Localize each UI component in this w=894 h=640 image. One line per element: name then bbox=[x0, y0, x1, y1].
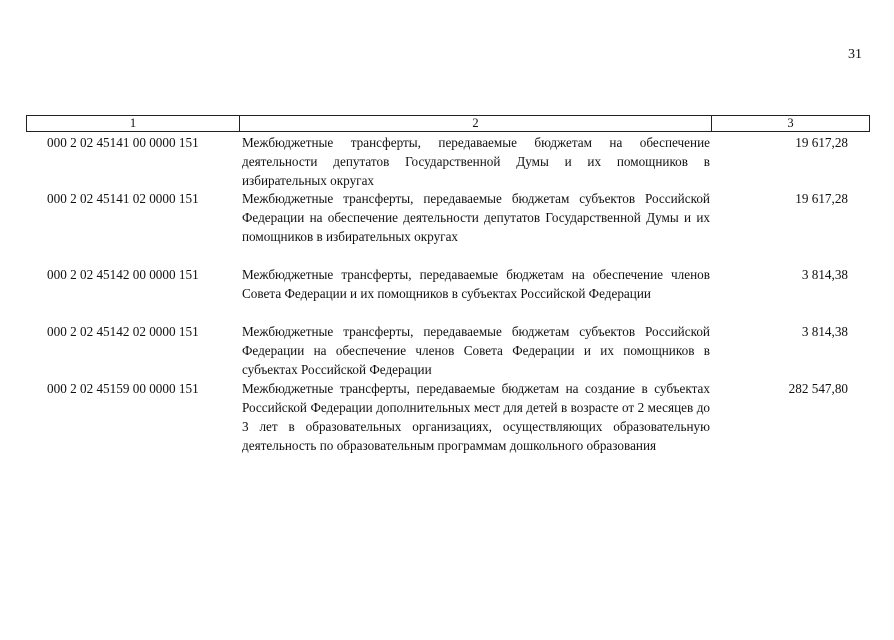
budget-classification-code: 000 2 02 45141 00 0000 151 bbox=[47, 135, 199, 150]
table-header-row bbox=[26, 115, 870, 132]
budget-classification-code: 000 2 02 45142 00 0000 151 bbox=[47, 267, 199, 282]
row-amount: 282 547,80 bbox=[788, 381, 848, 396]
row-description: Межбюджетные трансферты, передаваемые бюджетам субъектов Российской Федерации на обеспечение деятельности депутатов Государственной Думы и их помощников в избирательных округах bbox=[242, 191, 710, 244]
row-amount: 19 617,28 bbox=[795, 135, 848, 150]
table-header-column-1: 1 bbox=[27, 116, 240, 131]
budget-classification-code: 000 2 02 45141 02 0000 151 bbox=[47, 191, 199, 206]
table-header-column-3: 3 bbox=[787, 116, 794, 130]
row-amount: 3 814,38 bbox=[801, 324, 848, 339]
row-description: Межбюджетные трансферты, передаваемые бюджетам субъектов Российской Федерации на обеспечение членов Совета Федерации и их помощников в субъектах Российской Федерации bbox=[242, 324, 710, 377]
page-number: 31 bbox=[848, 47, 862, 62]
row-amount: 19 617,28 bbox=[795, 191, 848, 206]
table-header-column-2: 2 bbox=[240, 116, 712, 131]
row-amount: 3 814,38 bbox=[801, 267, 848, 282]
budget-classification-code: 000 2 02 45142 02 0000 151 bbox=[47, 324, 199, 339]
row-description: Межбюджетные трансферты, передаваемые бюджетам на обеспечение членов Совета Федерации и их помощников в субъектах Российской Федерации bbox=[242, 267, 710, 301]
row-description: Межбюджетные трансферты, передаваемые бюджетам на обеспечение деятельности депутатов Государственной Думы и их помощников в избирательных округах bbox=[242, 135, 710, 188]
row-description: Межбюджетные трансферты, передаваемые бюджетам на создание в субъектах Российской Федерации дополнительных мест для детей в возрасте от 2 месяцев до 3 лет в образовательных организациях, осуществляющих образовательную деятельность по образовательным программам дошкольного образования bbox=[242, 381, 710, 453]
budget-classification-code: 000 2 02 45159 00 0000 151 bbox=[47, 381, 199, 396]
